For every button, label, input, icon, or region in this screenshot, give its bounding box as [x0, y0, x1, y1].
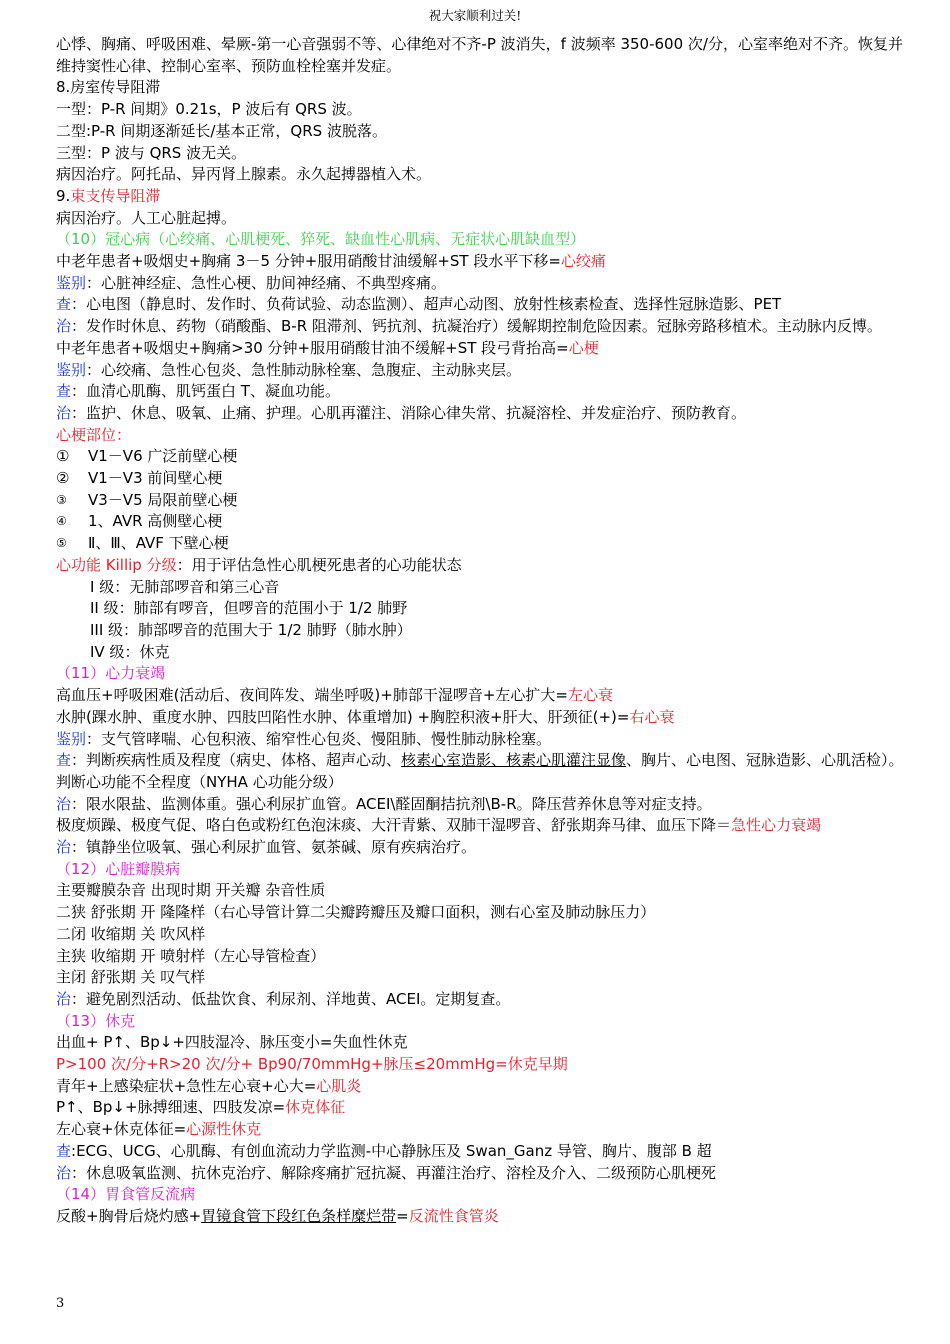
formula-diagnosis: 心绞痛	[560, 252, 606, 271]
line-label: 鉴别	[56, 273, 87, 292]
formula-criteria: 反酸+胸骨后烧灼感+	[56, 1206, 202, 1225]
diagnosis-formula	[56, 338, 906, 360]
line-text: ：心电图（静息时、发作时、负荷试验、动态监测）、超声心动图、放射性核素检查、选择性冠脉造影、PET	[71, 295, 782, 314]
formula-diagnosis: 心肌炎	[316, 1076, 362, 1095]
text-line: 病因治疗。阿托品、异丙肾上腺素。永久起搏器植入术。	[56, 165, 432, 184]
line-text: ：心绞痛、急性心包炎、急性肺动脉栓塞、急腹症、主动脉夹层。	[86, 360, 522, 379]
line-label: 查	[56, 1141, 72, 1160]
labeled-line	[56, 989, 906, 1011]
text-line: 病因治疗。人工心脏起搏。	[56, 208, 237, 227]
text-line: 三型：P 波与 QRS 波无关。	[56, 143, 247, 162]
line-text: :ECG、UCG、心肌酶、有创血流动力学监测-中心静脉压及 Swan_Ganz 导管、胸片、腹部 B 超	[71, 1141, 712, 1160]
list-item	[56, 533, 906, 555]
line-label: 鉴别	[56, 729, 87, 748]
line-text: ：镇静坐位吸氧、强心利尿扩血管、氨茶碱、原有疾病治疗。	[71, 838, 477, 857]
labeled-line	[56, 360, 906, 382]
formula-criteria: 高血压+呼吸困难(活动后、夜间阵发、端坐呼吸)+肺部干湿啰音+左心扩大=	[56, 686, 568, 705]
formula-criteria: 中老年患者+吸烟史+胸痛>30 分钟+服用硝酸甘油不缓解+ST 段弓背抬高=	[56, 338, 569, 357]
line-text: ：休息吸氧监测、抗休克治疗、解除疼痛扩冠抗凝、再灌注治疗、溶栓及介入、二级预防心肌梗死	[71, 1163, 717, 1182]
line-text: ：监护、休息、吸氧、止痛、护理。心肌再灌注、消除心律失常、抗凝溶栓、并发症治疗、预防教育。	[71, 403, 747, 422]
text-line: 二型:P-R 间期逐渐延长/基本正常，QRS 波脱落。	[56, 121, 387, 140]
list-text: V1－V3 前间壁心梗	[88, 469, 223, 488]
indented-line: IV 级：休克	[90, 642, 170, 661]
page-header: 祝大家顺利过关!	[428, 8, 522, 23]
line-label: 查	[56, 382, 72, 401]
formula-underlined: 胃镜食管下段红色条样糜烂带	[201, 1206, 397, 1225]
formula-diagnosis: 反流性食管炎	[408, 1206, 499, 1225]
diagnosis-formula	[56, 1076, 906, 1098]
line-underlined: 核素心室造影、核素心肌灌注显像	[401, 751, 627, 770]
line-text: ：血清心肌酶、肌钙蛋白 T、凝血功能。	[71, 382, 340, 401]
text-line: 二闭 收缩期 关 吹风样	[56, 924, 206, 943]
labeled-line	[56, 381, 906, 403]
formula-criteria: 中老年患者+吸烟史+胸痛 3－5 分钟+服用硝酸甘油缓解+ST 段水平下移=	[56, 252, 561, 271]
labeled-line	[56, 294, 906, 316]
line-text: ：限水限盐、监测体重。强心利尿扩血管。ACEI\醛固酮拮抗剂\B-R。降压营养休息等对症支持。	[71, 794, 712, 813]
list-marker: ④	[56, 514, 67, 529]
line-label: 查	[56, 751, 72, 770]
section-heading: （13）休克	[56, 1011, 136, 1030]
section-heading: （12）心脏瓣膜病	[56, 859, 181, 878]
labeled-line	[56, 750, 906, 793]
list-item	[56, 511, 906, 533]
list-marker: ⑤	[56, 536, 67, 551]
formula-equals: =	[396, 1206, 409, 1225]
list-text: V1－V6 广泛前壁心梗	[88, 447, 238, 466]
text-line: 主要瓣膜杂音 出现时期 开关瓣 杂音性质	[56, 881, 326, 900]
highlight-line: P>100 次/分+R>20 次/分+ Bp90/70mmHg+脉压≤20mmHg=休克早期	[56, 1055, 568, 1074]
line-label: 治	[56, 1163, 72, 1182]
formula-diagnosis: 心梗	[568, 338, 599, 357]
diagnosis-formula	[56, 1119, 906, 1141]
diagnosis-formula	[56, 707, 906, 729]
labeled-line	[56, 837, 906, 859]
line-label: 治	[56, 838, 72, 857]
section-heading: 8.房室传导阻滞	[56, 78, 161, 97]
labeled-line	[56, 1141, 906, 1163]
indented-line: I 级：无肺部啰音和第三心音	[90, 577, 280, 596]
line-text: ：用于评估急性心肌梗死患者的心功能状态	[176, 555, 462, 574]
list-marker: ③	[56, 492, 67, 507]
text-line: 出血+ P↑、Bp↓+四肢湿冷、脉压变小=失血性休克	[56, 1033, 408, 1052]
diagnosis-formula	[56, 1206, 906, 1228]
text-line: 二狭 舒张期 开 隆隆样（右心导管计算二尖瓣跨瓣压及瓣口面积，测右心室及肺动脉压力）	[56, 903, 656, 922]
section-heading: （10）冠心病（心绞痛、心肌梗死、猝死、缺血性心肌病、无症状心肌缺血型）	[56, 230, 586, 249]
highlight-line: 心梗部位：	[56, 425, 132, 444]
labeled-line	[56, 1163, 906, 1185]
diagnosis-formula	[56, 251, 906, 273]
text-line: 主闭 舒张期 关 叹气样	[56, 968, 206, 987]
text-line: 心悸、胸痛、呼吸困难、晕厥-第一心音强弱不等、心律绝对不齐-P 波消失，f 波频率 350-600 次/分，心室率绝对不齐。恢复并维持窦性心律、控制心室率、预防血栓栓塞并发症。	[56, 35, 903, 75]
list-item	[56, 490, 906, 512]
diagnosis-formula	[56, 1097, 906, 1119]
text-line: 一型：P-R 间期》0.21s，P 波后有 QRS 波。	[56, 100, 362, 119]
formula-diagnosis: 急性心力衰竭	[731, 816, 822, 835]
line-label: 治	[56, 794, 72, 813]
labeled-line	[56, 555, 906, 577]
line-label: 查	[56, 295, 72, 314]
formula-criteria: 极度烦躁、极度气促、咯白色或粉红色泡沫痰、大汗青紫、双肺干湿啰音、舒张期奔马律、血压下降＝	[56, 816, 732, 835]
page-number: 3	[56, 1296, 65, 1311]
labeled-line	[56, 316, 906, 338]
line-text: ：避免剧烈活动、低盐饮食、利尿剂、洋地黄、ACEI。定期复查。	[71, 989, 511, 1008]
formula-diagnosis: 心源性休克	[186, 1120, 262, 1139]
line-label: 治	[56, 317, 72, 336]
formula-criteria: 青年+上感染症状+急性左心衰+心大=	[56, 1076, 317, 1095]
formula-diagnosis: 休克体征	[285, 1098, 346, 1117]
line-text: ：支气管哮喘、心包积液、缩窄性心包炎、慢阻肺、慢性肺动脉栓塞。	[86, 729, 552, 748]
section-heading	[56, 186, 906, 208]
formula-criteria: P↑、Bp↓+脉搏细速、四肢发凉=	[56, 1098, 286, 1117]
document-body	[56, 34, 906, 1228]
line-text: ：判断疾病性质及程度（病史、体格、超声心动、	[71, 751, 402, 770]
text-line: 主狭 收缩期 开 喷射样（左心导管检查）	[56, 946, 326, 965]
list-marker: ①	[56, 447, 70, 466]
list-marker: ②	[56, 469, 70, 488]
line-label: 治	[56, 989, 72, 1008]
formula-diagnosis: 左心衰	[567, 686, 613, 705]
section-heading: （11）心力衰竭	[56, 664, 166, 683]
formula-criteria: 左心衰+休克体征=	[56, 1120, 187, 1139]
list-item	[56, 446, 906, 468]
line-text: ：发作时休息、药物（硝酸酯、B-R 阻滞剂、钙抗剂、抗凝治疗）缓解期控制危险因素。冠脉旁路移植术。主动脉内反博。	[71, 317, 882, 336]
line-text: 、胸片、心电图、冠脉造影、心肌活检）。判断心功能不全程度（NYHA 心功能分级）	[56, 751, 904, 791]
line-label: 鉴别	[56, 360, 87, 379]
labeled-line	[56, 729, 906, 751]
indented-line: III 级：肺部啰音的范围大于 1/2 肺野（肺水肿）	[90, 620, 412, 639]
section-number: 9.	[56, 186, 71, 205]
diagnosis-formula	[56, 685, 906, 707]
diagnosis-formula	[56, 815, 906, 837]
formula-diagnosis: 右心衰	[629, 707, 675, 726]
section-heading: （14）胃食管反流病	[56, 1185, 196, 1204]
section-title: 束支传导阻滞	[70, 186, 161, 205]
indented-line: II 级：肺部有啰音，但啰音的范围小于 1/2 肺野	[90, 599, 408, 618]
line-label: 治	[56, 403, 72, 422]
labeled-line	[56, 273, 906, 295]
list-text: Ⅱ、Ⅲ、AVF 下壁心梗	[88, 534, 229, 553]
line-text: ：心脏神经症、急性心梗、肋间神经痛、不典型疼痛。	[86, 273, 447, 292]
labeled-line	[56, 403, 906, 425]
formula-criteria: 水肿(踝水肿、重度水肿、四肢凹陷性水肿、体重增加) +胸腔积液+肝大、肝颈征(+)=	[56, 707, 630, 726]
list-item	[56, 468, 906, 490]
labeled-line	[56, 794, 906, 816]
list-text: 1、AVR 高侧壁心梗	[88, 512, 223, 531]
list-text: V3－V5 局限前壁心梗	[88, 490, 238, 509]
line-label: 心功能 Killip 分级	[56, 555, 177, 574]
